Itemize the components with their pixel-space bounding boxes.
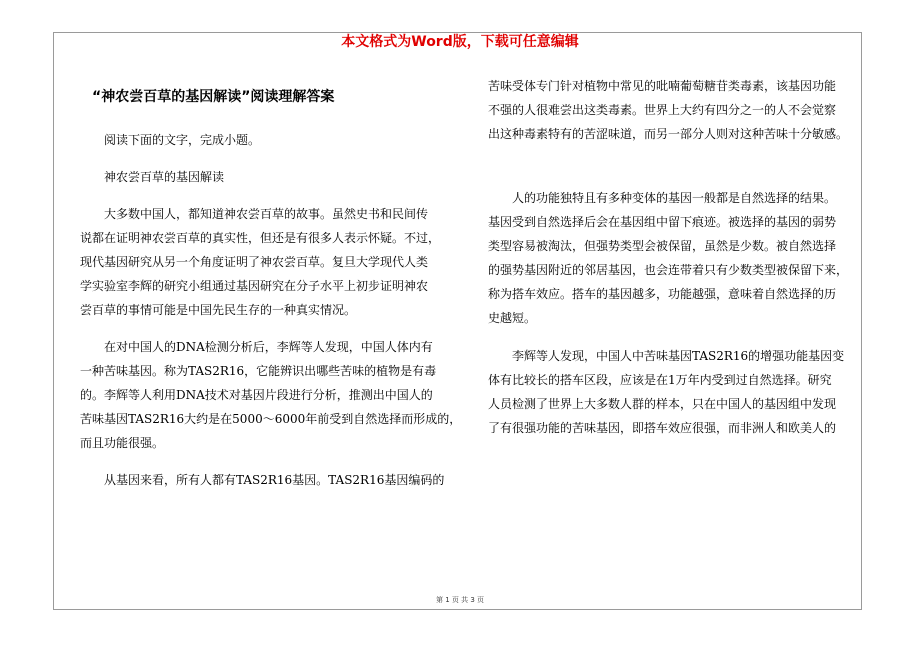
text-line: 体有比较长的搭车区段，应该是在1万年内受到过自然选择。研究: [488, 373, 832, 387]
paragraph-subtitle: [80, 165, 452, 189]
paragraph-4: [488, 74, 860, 146]
text-line: 人的功能独特且有多种变体的基因一般都是自然选择的结果。: [512, 191, 837, 205]
text-line: 而且功能很强。: [80, 436, 165, 450]
text-line: 现代基因研究从另一个角度证明了神农尝百草。复旦大学现代人类: [80, 255, 429, 269]
paragraph-instruction: [80, 128, 452, 152]
text-line: 的。李辉等人利用DNA技术对基因片段进行分析，推测出中国人的: [80, 388, 433, 402]
paragraph-6: [488, 344, 860, 440]
text-line: 尝百草的事情可能是中国先民生存的一种真实情况。: [80, 303, 357, 317]
text-line: 阅读下面的文字，完成小题。: [104, 133, 261, 147]
right-column: [488, 74, 860, 440]
paragraph-2: [80, 335, 462, 455]
paragraph-5: [488, 186, 860, 330]
text-line: 称为搭车效应。搭车的基因越多，功能越强，意味着自然选择的历: [488, 287, 837, 301]
paragraph-1: [80, 202, 452, 322]
text-line: 学实验室李辉的研究小组通过基因研究在分子水平上初步证明神农: [80, 279, 429, 293]
text-line: 类型容易被淘汰，但强势类型会被保留，虽然是少数。被自然选择: [488, 239, 837, 253]
text-line: 不强的人很难尝出这类毒素。世界上大约有四分之一的人不会觉察: [488, 103, 837, 117]
word-format-banner: 本文格式为Word版，下载可任意编辑: [341, 34, 579, 50]
article-title: “神农尝百草的基因解读”阅读理解答案: [92, 89, 335, 105]
text-line: 的强势基因附近的邻居基因，也会连带着只有少数类型被保留下来，: [488, 263, 849, 277]
text-line: 基因受到自然选择后会在基因组中留下痕迹。被选择的基因的弱势: [488, 215, 837, 229]
text-line: 史越短。: [488, 311, 537, 325]
text-line: 苦味受体专门针对植物中常见的吡喃葡萄糖苷类毒素，该基因功能: [488, 79, 837, 93]
text-line: 了有很强功能的苦味基因，即搭车效应很强，而非洲人和欧美人的: [488, 421, 837, 435]
text-line: 在对中国人的DNA检测分析后，李辉等人发现，中国人体内有: [104, 340, 433, 354]
text-line: 一种苦味基因。称为TAS2R16，它能辨识出哪些苦味的植物是有毒: [80, 364, 437, 378]
text-line: 从基因来看，所有人都有TAS2R16基因。TAS2R16基因编码的: [104, 473, 445, 487]
page-number-footer: 第 1 页 共 3 页: [435, 596, 485, 604]
text-line: 大多数中国人，都知道神农尝百草的故事。虽然史书和民间传: [104, 207, 429, 221]
text-line: 说都在证明神农尝百草的真实性，但还是有很多人表示怀疑。不过，: [80, 231, 441, 245]
text-line: 人员检测了世界上大多数人群的样本，只在中国人的基因组中发现: [488, 397, 837, 411]
text-line: 出这种毒素特有的苦涩味道，而另一部分人则对这种苦味十分敏感。: [488, 127, 849, 141]
paragraph-3: [80, 468, 452, 492]
text-line: 李辉等人发现，中国人中苦味基因TAS2R16的增强功能基因变: [512, 349, 845, 363]
text-line: 神农尝百草的基因解读: [104, 170, 225, 184]
text-line: 苦味基因TAS2R16大约是在5000～6000年前受到自然选择而形成的，: [80, 412, 462, 426]
left-column: [80, 77, 462, 492]
